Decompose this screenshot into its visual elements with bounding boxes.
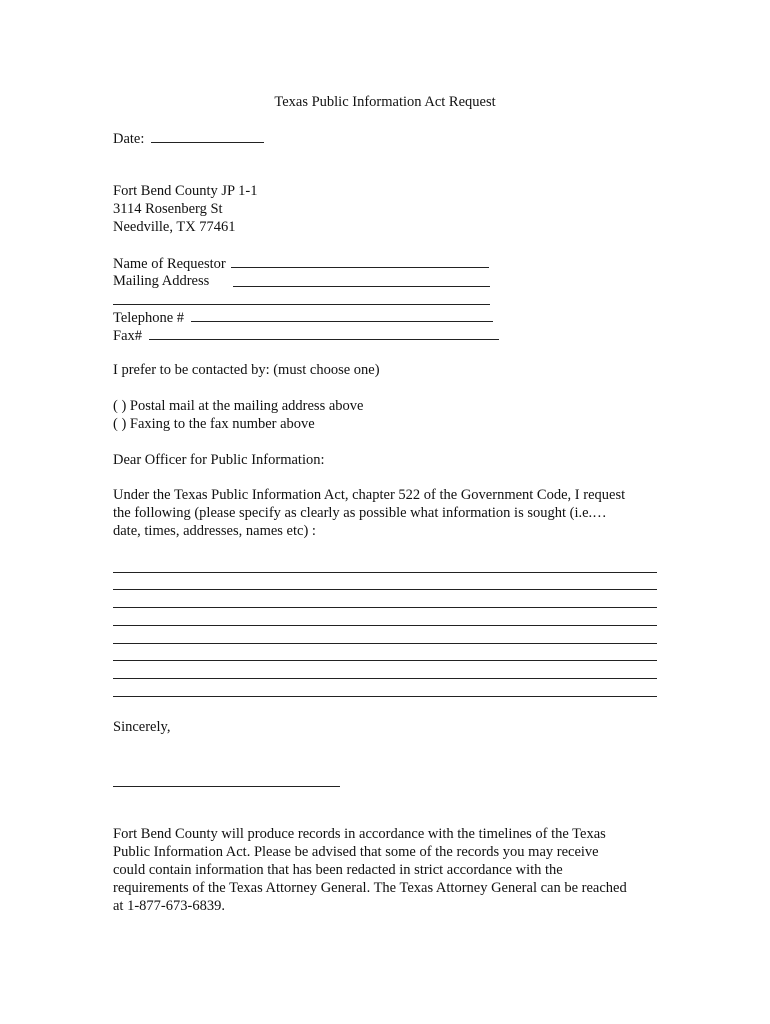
address-line-3: Needville, TX 77461 [113, 219, 236, 235]
name-field[interactable] [231, 254, 489, 268]
date-row [113, 129, 264, 148]
contact-prompt: I prefer to be contacted by: (must choose one) [113, 362, 380, 378]
footer-line: Fort Bend County will produce records in accordance with the timelines of the Texas [113, 826, 606, 842]
request-field-line-8[interactable] [113, 696, 657, 697]
request-line: Under the Texas Public Information Act, chapter 522 of the Government Code, I request [113, 487, 626, 503]
request-field-line-5[interactable] [113, 643, 657, 644]
request-field-line-6[interactable] [113, 660, 657, 661]
request-field-line-4[interactable] [113, 625, 657, 626]
mailing-field-line-1[interactable] [233, 286, 490, 287]
date-field[interactable] [151, 129, 264, 143]
request-line: the following (please specify as clearly as possible what information is sought (i.e.… [113, 505, 607, 521]
footer-line: could contain information that has been redacted in strict accordance with the [113, 862, 563, 878]
name-row [113, 254, 489, 273]
signature-line[interactable] [113, 786, 340, 787]
telephone-row [113, 308, 493, 327]
request-line: date, times, addresses, names etc) : [113, 523, 316, 539]
salutation: Dear Officer for Public Information: [113, 452, 325, 468]
closing: Sincerely, [113, 719, 171, 735]
request-field-line-2[interactable] [113, 589, 657, 590]
mailing-field-line-2[interactable] [113, 304, 490, 305]
footer-line: at 1-877-673-6839. [113, 898, 225, 914]
date-label: Date: [113, 131, 145, 147]
request-paragraph [113, 486, 673, 540]
mailing-label: Mailing Address [113, 273, 210, 289]
page-title: Texas Public Information Act Request [274, 94, 496, 110]
address-line-1: Fort Bend County JP 1-1 [113, 183, 258, 199]
request-field-line-3[interactable] [113, 607, 657, 608]
contact-option-fax[interactable]: ( ) Faxing to the fax number above [113, 416, 315, 432]
telephone-field[interactable] [191, 308, 493, 322]
contact-option-postal[interactable]: ( ) Postal mail at the mailing address above [113, 398, 364, 414]
request-field-line-7[interactable] [113, 678, 657, 679]
telephone-label: Telephone # [113, 310, 185, 326]
request-field-line-1[interactable] [113, 572, 657, 573]
address-line-2: 3114 Rosenberg St [113, 201, 223, 217]
fax-field[interactable] [149, 326, 499, 340]
footer-paragraph [113, 825, 673, 915]
footer-line: Public Information Act. Please be advised that some of the records you may receive [113, 844, 599, 860]
fax-label: Fax# [113, 328, 142, 344]
footer-line: requirements of the Texas Attorney General. The Texas Attorney General can be reached [113, 880, 627, 896]
name-label: Name of Requestor [113, 256, 226, 272]
fax-row [113, 326, 499, 345]
